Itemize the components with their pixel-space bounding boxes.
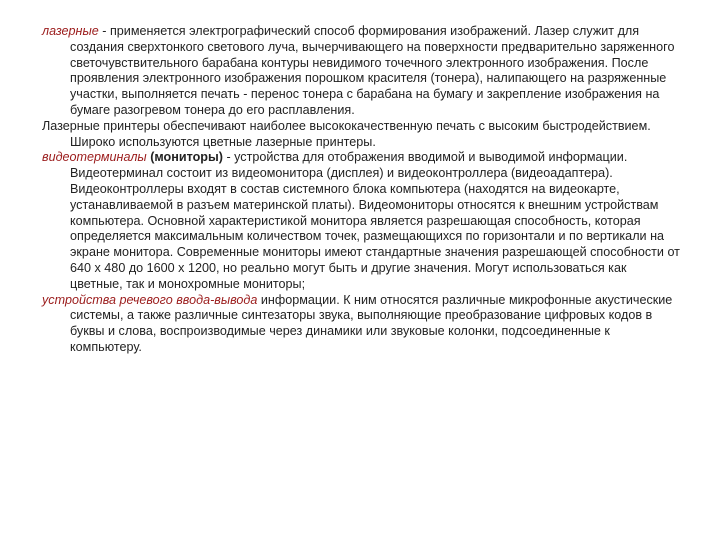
videoterminals-description: - устройства для отображения вводимой и выводимой информации. Видеотерминал состоит из видеомонитора (дисплея) и видеоконтроллера (видеоадаптера). Видеоконтроллеры входят в состав системного блока компьютера (находятся на видеокарте, устанавливаемой в разъем материнской платы). Видеомониторы относятся к внешним устройствам компьютера. Основной характеристикой монитора является разрешающая способность, которая определяется максимальным количеством точек, размещающихся по горизонтали и по вертикали на экране монитора. Современные мониторы имеют стандартные значения разрешающей способности от 640 х 480 до 1600 х 1200, но реально могут быть и другие значения. Могут использоваться как цветные, так и монохромные мониторы;: [70, 150, 680, 291]
text-body: [42, 24, 682, 356]
monitors-label: (мониторы): [146, 150, 223, 165]
laser-printers-description: Лазерные принтеры обеспечивают наиболее высококачественную печать с высоким быстродействием. Широко используются цветные лазерные принтеры.: [42, 118, 651, 149]
speech-io-description: информации. К ним относятся различные микрофонные акустические системы, а также различные синтезаторы звука, выполняющие преобразование цифровых кодов в буквы и слова, воспроизводимые через динамики или звуковые колонки, подсоединенные к компьютеру.: [70, 292, 673, 354]
paragraph-speech-io: [42, 292, 682, 356]
term-videoterminals: видеотерминалы: [42, 150, 147, 165]
paragraph-videoterminals: [42, 150, 682, 292]
laser-description: - применяется электрографический способ формирования изображений. Лазер служит для создания сверхтонкого светового луча, вычерчивающего на поверхности предварительно заряженного светочувствительного барабана контуры невидимого точечного электронного изображения. После проявления электронного изображения порошком красителя (тонера), налипающего на разряженные участки, выполняется печать - перенос тонера с барабана на бумагу и закрепление изображения на бумаге разогревом тонера до его расплавления.: [70, 24, 675, 117]
paragraph-laser: [42, 24, 682, 119]
term-speech-io: устройства речевого ввода-вывода: [42, 292, 258, 307]
paragraph-laser-printers: [42, 118, 682, 151]
term-laser: лазерные: [42, 24, 99, 38]
